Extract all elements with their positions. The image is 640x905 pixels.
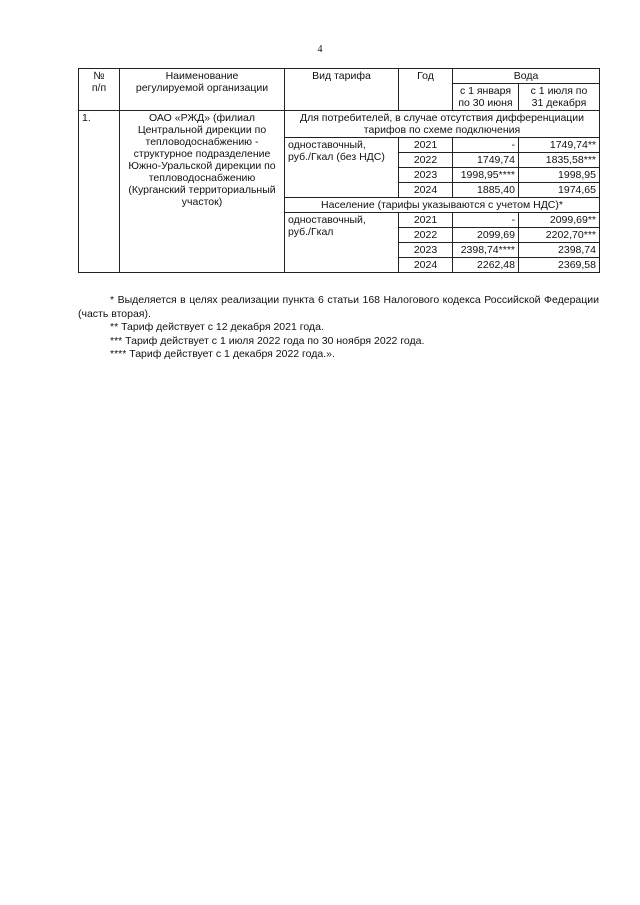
tariff-jul-dec: 2099,69** xyxy=(519,213,600,228)
group-title: Население (тарифы указываются с учетом НДС)* xyxy=(285,198,600,213)
header-row xyxy=(79,69,600,84)
year-cell: 2024 xyxy=(399,183,453,198)
tariff-jul-dec: 2398,74 xyxy=(519,243,600,258)
tariff-jan-jun: 2099,69 xyxy=(453,228,519,243)
tariff-type: одноставочный, руб./Гкал (без НДС) xyxy=(285,138,399,198)
year-cell: 2022 xyxy=(399,228,453,243)
header-organization: Наименование регулируемой организации xyxy=(120,69,285,111)
header-year: Год xyxy=(399,69,453,111)
tariff-type: одноставочный, руб./Гкал xyxy=(285,213,399,273)
year-cell: 2022 xyxy=(399,153,453,168)
tariff-jan-jun: 2398,74**** xyxy=(453,243,519,258)
tariff-jan-jun: 2262,48 xyxy=(453,258,519,273)
organization-name: ОАО «РЖД» (филиал Центральной дирекции по тепловодоснабжению - структурное подразделение Южно-Уральской дирекции по тепловодоснабжению (Курганский территориальный участок) xyxy=(120,111,285,273)
tariff-jan-jun: 1998,95**** xyxy=(453,168,519,183)
tariff-jul-dec: 2202,70*** xyxy=(519,228,600,243)
tariff-jul-dec: 1998,95 xyxy=(519,168,600,183)
year-cell: 2023 xyxy=(399,243,453,258)
tariff-table xyxy=(78,68,600,273)
tariff-jul-dec: 2369,58 xyxy=(519,258,600,273)
tariff-jul-dec: 1835,58*** xyxy=(519,153,600,168)
tariff-jan-jun: - xyxy=(453,213,519,228)
footnote-3: *** Тариф действует с 1 июля 2022 года по 30 ноября 2022 года. xyxy=(110,334,425,347)
year-cell: 2021 xyxy=(399,138,453,153)
footnote-2: ** Тариф действует с 12 декабря 2021 года. xyxy=(110,321,324,333)
footnote-1: * Выделяется в целях реализации пункта 6 статьи 168 Налогового кодекса Российской Федерации (часть вторая). xyxy=(78,294,599,320)
header-period-jul-dec: с 1 июля по 31 декабря xyxy=(519,84,600,111)
tariff-jul-dec: 1974,65 xyxy=(519,183,600,198)
tariff-jan-jun: - xyxy=(453,138,519,153)
footnote-4: **** Тариф действует с 1 декабря 2022 года.». xyxy=(110,348,335,360)
header-water: Вода xyxy=(453,69,600,84)
tariff-jan-jun: 1885,40 xyxy=(453,183,519,198)
page-number: 4 xyxy=(317,44,323,55)
tariff-jul-dec: 1749,74** xyxy=(519,138,600,153)
group-title-row xyxy=(79,111,600,138)
header-tariff-type: Вид тарифа xyxy=(285,69,399,111)
footnotes xyxy=(78,294,599,362)
header-period-jan-jun: с 1 января по 30 июня xyxy=(453,84,519,111)
row-number: 1. xyxy=(79,111,120,273)
year-cell: 2023 xyxy=(399,168,453,183)
tariff-jan-jun: 1749,74 xyxy=(453,153,519,168)
year-cell: 2021 xyxy=(399,213,453,228)
year-cell: 2024 xyxy=(399,258,453,273)
group-title: Для потребителей, в случае отсутствия дифференциации тарифов по схеме подключения xyxy=(285,111,600,138)
header-number: № п/п xyxy=(79,69,120,111)
